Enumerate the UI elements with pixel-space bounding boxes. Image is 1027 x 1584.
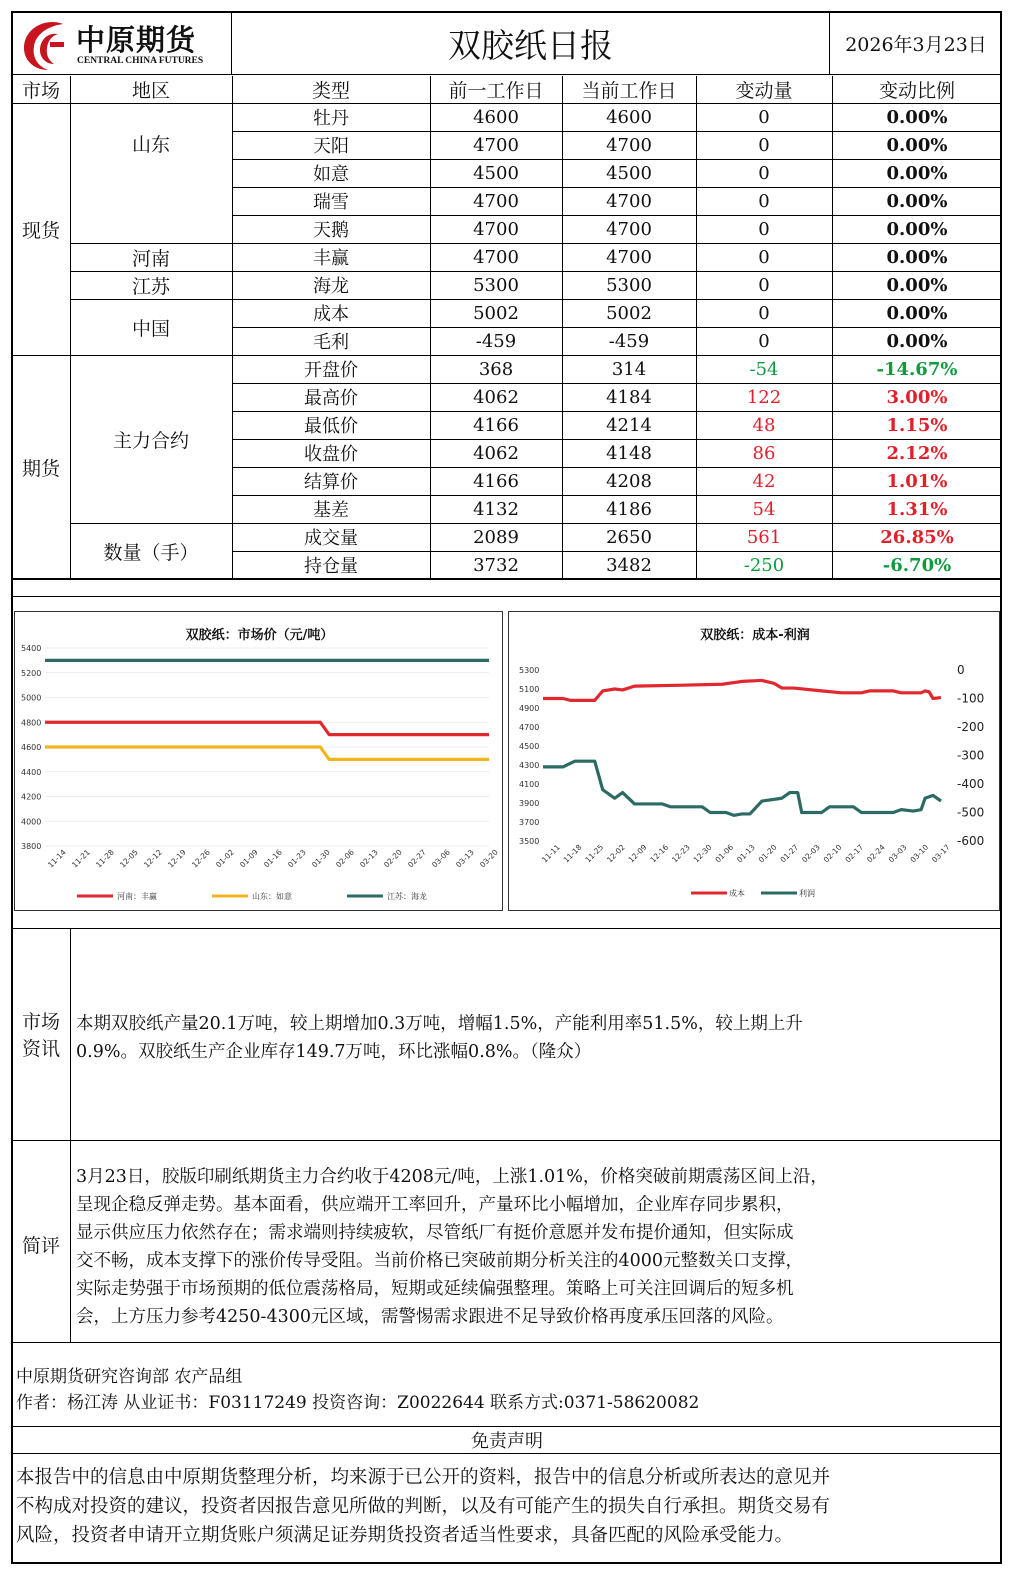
y-right-tick-label: 0 [957,663,965,677]
x-tick-label: 03-10 [908,842,931,865]
x-tick-label: 02-24 [865,842,887,865]
cell-type: 结算价 [304,472,358,493]
x-tick-label: 01-30 [310,847,332,870]
series-line [543,680,941,700]
cell-type: 天阳 [313,136,349,157]
cell-chg: 0 [758,274,770,296]
cell-type: 牡丹 [313,108,349,129]
cell-chg: 42 [752,470,776,492]
comment-line: 交不畅，成本支撑下的涨价传导受阻。当前价格已突破前期分析关注的4000元整数关口支撑， [76,1251,804,1271]
cell-curr: 4214 [606,414,652,436]
logo-cn-text: 中原期货 [76,23,197,57]
report-date: 2026年3月23日 [845,33,987,56]
cell-prev: 4700 [473,218,519,240]
cell-pct: 2.12% [886,442,948,464]
col-header: 前一工作日 [448,80,544,102]
disclaimer-title: 免责声明 [471,1431,543,1452]
cell-pct: -6.70% [882,554,952,576]
footer-author: 作者：杨江涛 从业证书：F03117249 投资咨询：Z0022644 联系方式:0371-58620082 [16,1393,700,1413]
cell-chg: 122 [746,386,782,408]
logo-en-text: CENTRAL CHINA FUTURES [77,56,204,66]
cell-chg: 48 [752,414,776,436]
cell-chg: 86 [752,442,776,464]
region-volume: 数量（手） [103,541,199,564]
cell-curr: 5002 [606,302,652,324]
x-tick-label: 02-10 [821,842,844,865]
x-tick-label: 03-20 [478,847,500,870]
cell-pct: 0.00% [886,246,948,268]
cell-prev: 4166 [473,470,519,492]
cell-chg: 0 [758,190,770,212]
cell-prev: 4132 [473,498,519,520]
comment-line: 显示供应压力依然存在；需求端则持续疲软，尽管纸厂有挺价意愿并发布提价通知，但实际成 [76,1223,794,1243]
cell-prev: 4600 [473,106,519,128]
cell-prev: 368 [478,358,514,380]
y-tick-label: 4400 [21,767,42,777]
x-tick-label: 11-21 [70,847,92,870]
disclaimer-line: 本报告中的信息由中原期货整理分析，均来源于已公开的资料，报告中的信息分析或所表达的意见并 [16,1467,831,1488]
region-main_contract: 主力合约 [112,429,189,452]
cell-chg: 0 [758,218,770,240]
col-header: 类型 [311,80,350,102]
region-jiangsu: 江苏 [131,275,170,298]
series-line [45,722,489,734]
cell-type: 毛利 [313,332,349,353]
y-left-tick-label: 4700 [519,723,540,732]
region-shandong: 山东 [131,133,170,156]
chart-1-title: 双胶纸：市场价（元/吨） [185,628,334,643]
disclaimer-line: 风险，投资者申请开立期货账户须满足证券期货投资者适当性要求，具备匹配的风险承受能力。 [16,1525,794,1546]
col-header: 当前工作日 [581,80,677,102]
cell-pct: 0.00% [886,162,948,184]
y-left-tick-label: 5300 [519,666,540,675]
cell-type: 瑞雪 [313,192,349,213]
comment-line: 实际走势强于市场预期的低位震荡格局，短期或延续偏强整理。策略上可关注回调后的短多机 [76,1279,794,1299]
x-tick-label: 01-20 [756,842,779,865]
y-tick-label: 5400 [21,644,42,653]
x-tick-label: 12-19 [166,847,188,870]
cell-type: 海龙 [313,276,349,297]
x-tick-label: 11-28 [94,847,116,870]
x-tick-label: 12-05 [118,847,140,870]
comment-line: 会，上方压力参考4250-4300元区域，需警惕需求跟进不足导致价格再度承压回落的风险。 [76,1307,784,1327]
cell-curr: 5300 [606,274,652,296]
cell-pct: 0.00% [886,218,948,240]
x-tick-label: 01-16 [262,847,284,870]
cell-pct: 1.01% [886,470,948,492]
cell-chg: 0 [758,330,770,352]
legend-label: 河南：丰赢 [117,892,157,901]
y-left-tick-label: 4300 [519,761,540,770]
cell-chg: 0 [758,134,770,156]
x-tick-label: 11-18 [561,842,584,865]
market-info-text [76,1010,996,1066]
x-tick-label: 03-06 [430,847,452,870]
x-tick-label: 03-17 [930,842,952,865]
cell-pct: 0.00% [886,274,948,296]
cell-curr: 4186 [606,498,652,520]
y-left-tick-label: 3500 [519,837,540,846]
cell-pct: 0.00% [886,330,948,352]
cell-type: 基差 [313,500,349,521]
y-tick-label: 4200 [21,792,42,802]
y-right-tick-label: -200 [957,720,985,734]
cell-prev: -459 [475,330,517,352]
market-futures: 期货 [21,457,60,480]
series-line [543,761,941,815]
cell-curr: 4208 [606,470,652,492]
y-tick-label: 4600 [21,743,42,752]
x-tick-label: 02-17 [843,842,866,865]
comment-label: 简评 [21,1234,60,1257]
comment-line: 3月23日，胶版印刷纸期货主力合约收于4208元/吨，上涨1.01%，价格突破前期震荡区间上沿， [76,1167,828,1187]
cell-type: 最高价 [304,388,358,409]
cell-chg: -54 [749,358,779,380]
cell-pct: 0.00% [886,190,948,212]
cell-pct: 1.31% [886,498,948,520]
y-right-tick-label: -500 [957,805,985,820]
market-info-line-1: 本期双胶纸产量20.1万吨，较上期增加0.3万吨，增幅1.5%，产能利用率51.5%，较上期上升 [76,1014,803,1034]
cell-chg: 561 [746,526,782,548]
cell-curr: 4700 [606,218,652,240]
cell-curr: 4700 [606,190,652,212]
cell-type: 成本 [313,304,349,325]
x-tick-label: 01-09 [238,847,260,870]
chart-1-svg [15,612,504,912]
y-right-tick-label: -400 [957,777,985,791]
cell-prev: 3732 [473,554,519,576]
cell-type: 如意 [313,164,349,185]
cell-pct: -14.67% [876,358,958,380]
legend-label: 成本 [729,889,745,898]
chart-2-svg [509,612,1001,912]
cell-type: 天鹅 [313,220,349,241]
comment-text [76,1163,996,1331]
chart-2-title: 双胶纸：成本-利润 [700,628,810,643]
page-title: 双胶纸日报 [448,25,613,65]
cell-type: 持仓量 [304,556,358,577]
cell-prev: 5002 [473,302,519,324]
x-tick-label: 02-13 [358,847,380,870]
disclaimer-line: 不构成对投资的建议，投资者因报告意见所做的判断，以及有可能产生的损失自行承担。期货交易有 [16,1496,831,1517]
cell-pct: 0.00% [886,106,948,128]
cell-curr: 4700 [606,134,652,156]
y-tick-label: 3800 [21,842,42,851]
cell-curr: 3482 [606,554,652,576]
cell-curr: 314 [611,358,647,380]
cell-curr: 4600 [606,106,652,128]
cell-pct: 3.00% [886,386,948,408]
x-tick-label: 03-03 [886,842,909,865]
x-tick-label: 02-20 [382,847,404,870]
cell-prev: 5300 [473,274,519,296]
col-header: 市场 [21,80,60,102]
cell-chg: 0 [758,246,770,268]
y-left-tick-label: 5100 [519,685,540,694]
cell-type: 丰赢 [313,248,349,269]
cell-prev: 2089 [473,526,519,548]
y-right-tick-label: -100 [957,691,985,706]
y-left-tick-label: 4900 [519,704,540,713]
col-header: 变动比例 [878,80,955,102]
x-tick-label: 12-23 [670,842,692,865]
x-tick-label: 12-12 [142,847,164,870]
col-header: 变动量 [735,80,793,102]
cell-chg: 54 [752,498,776,520]
x-tick-label: 03-13 [454,847,476,870]
y-tick-label: 5000 [21,693,42,703]
cell-type: 开盘价 [304,360,358,381]
y-tick-label: 5200 [21,668,42,678]
cell-curr: -459 [608,330,650,352]
market-info-line-2: 0.9%。双胶纸生产企业库存149.7万吨，环比涨幅0.8%。（隆众） [76,1042,592,1062]
market-spot: 现货 [21,219,60,242]
legend-label: 江苏：海龙 [387,892,427,901]
cell-type: 成交量 [304,528,358,549]
x-tick-label: 01-13 [735,842,757,865]
cell-pct: 0.00% [886,134,948,156]
chart-market-price [14,611,503,911]
chart-cost-profit [508,611,1000,911]
x-tick-label: 12-02 [605,842,627,865]
y-left-tick-label: 3700 [519,818,540,827]
col-header: 地区 [131,80,170,102]
y-tick-label: 4000 [21,817,42,827]
x-tick-label: 01-02 [214,847,236,870]
comment-line: 呈现企稳反弹走势。基本面看，供应端开工率回升，产量环比小幅增加，企业库存同步累积， [76,1195,794,1215]
cell-curr: 4700 [606,246,652,268]
cell-prev: 4062 [473,442,519,464]
cell-pct: 26.85% [880,526,954,548]
market-info-label [12,1008,70,1064]
x-tick-label: 12-26 [190,847,212,870]
x-tick-label: 02-06 [334,847,356,870]
market-info-label-2: 资讯 [21,1038,60,1060]
legend-label: 山东：如意 [252,892,292,901]
y-left-tick-label: 3900 [519,799,540,808]
cell-curr: 4148 [606,442,652,464]
x-tick-label: 02-27 [406,847,428,870]
cell-curr: 2650 [606,526,652,548]
region-henan: 河南 [131,247,170,270]
x-tick-label: 11-25 [583,842,606,865]
market-info-label-1: 市场 [21,1011,60,1033]
x-tick-label: 02-03 [800,842,822,865]
y-right-tick-label: -300 [957,748,985,763]
footer-dept: 中原期货研究咨询部 农产品组 [16,1367,243,1387]
cell-prev: 4166 [473,414,519,436]
cell-pct: 0.00% [886,302,948,324]
cell-prev: 4700 [473,134,519,156]
cell-curr: 4184 [606,386,652,408]
y-right-tick-label: -600 [957,834,985,848]
cell-chg: 0 [758,106,770,128]
cell-type: 收盘价 [304,444,358,465]
disclaimer-text [16,1463,1000,1550]
cell-pct: 1.15% [886,414,948,436]
y-tick-label: 4800 [21,718,42,728]
cell-type: 最低价 [304,416,358,437]
cell-chg: 0 [758,162,770,184]
x-tick-label: 11-14 [46,847,68,870]
x-tick-label: 12-16 [648,842,671,865]
cell-chg: -250 [743,554,785,576]
cell-prev: 4700 [473,246,519,268]
cell-prev: 4500 [473,162,519,184]
logo-icon [18,16,72,72]
logo [14,14,230,72]
legend-label: 利润 [799,889,815,898]
region-china: 中国 [131,317,170,340]
cell-curr: 4500 [606,162,652,184]
x-tick-label: 01-23 [286,847,308,870]
series-line [45,747,489,759]
x-tick-label: 12-09 [626,842,649,865]
cell-chg: 0 [758,302,770,324]
y-left-tick-label: 4500 [519,742,540,751]
x-tick-label: 01-27 [778,842,801,865]
cell-prev: 4062 [473,386,519,408]
x-tick-label: 12-30 [691,842,714,865]
x-tick-label: 01-06 [713,842,736,865]
cell-prev: 4700 [473,190,519,212]
x-tick-label: 11-11 [540,842,562,865]
y-left-tick-label: 4100 [519,780,540,789]
